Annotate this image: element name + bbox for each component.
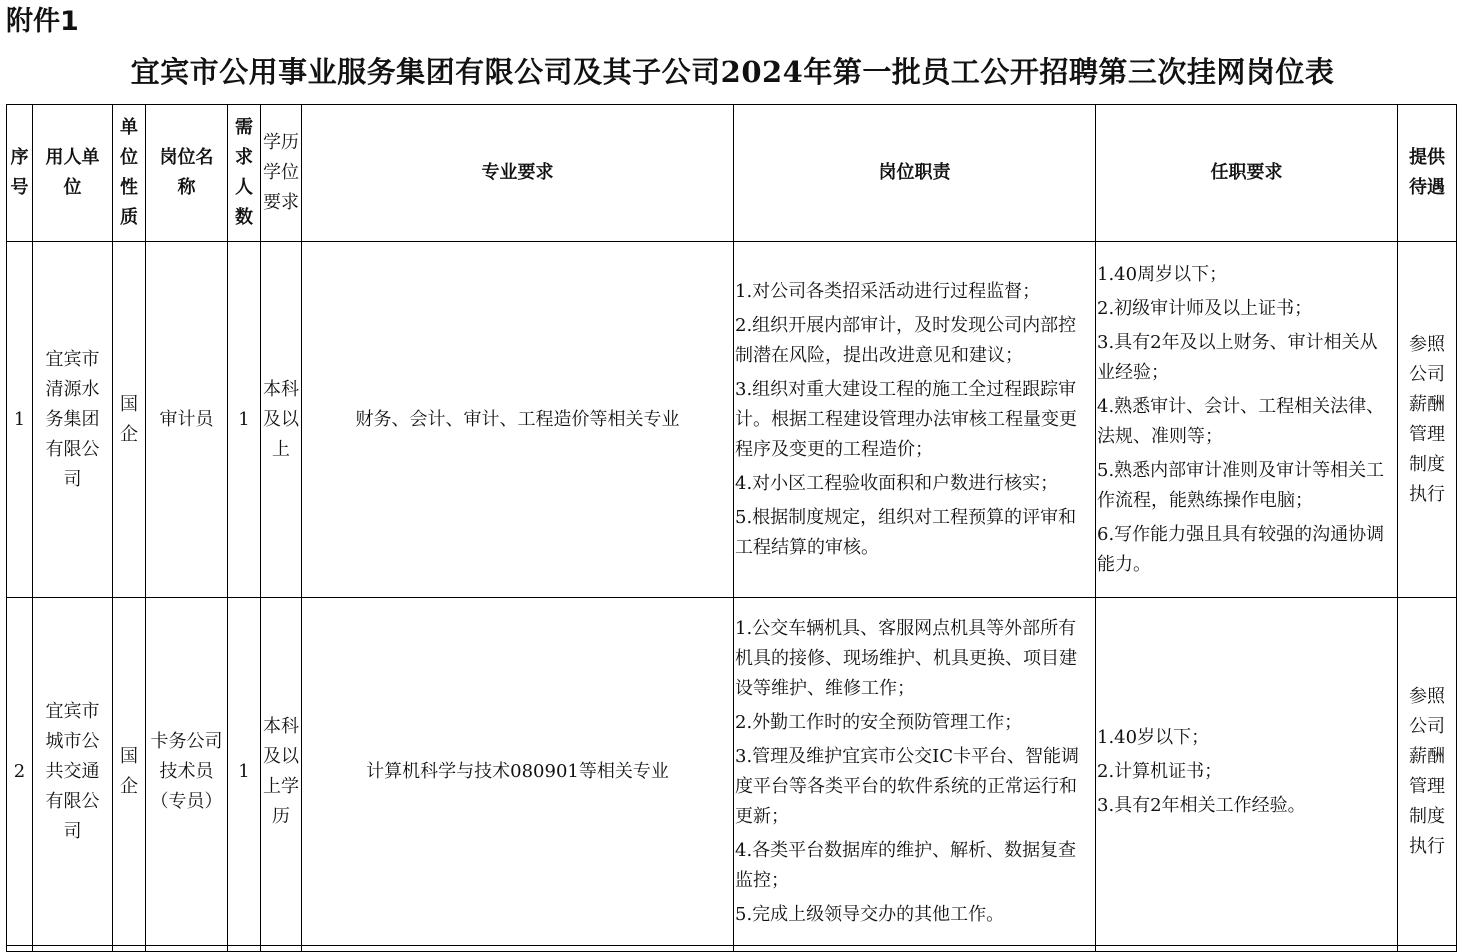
cell-headcount: 1 [228, 242, 261, 598]
duty-item: 4.对小区工程验收面积和户数进行核实； [735, 472, 1059, 494]
cell-index: 2 [7, 598, 33, 946]
cell-position: 审计员 [146, 242, 228, 598]
cell-employer: 宜宾市清源水务集团有限公司 [33, 242, 113, 598]
cell-requirements [1096, 242, 1398, 598]
cell-employer: 宜宾市城市公共交通有限公司 [33, 598, 113, 946]
header-benefits: 提供待遇 [1398, 105, 1457, 242]
cell-position: 卡务公司技术员（专员） [146, 598, 228, 946]
duty-item: 5.完成上级领导交办的其他工作。 [735, 903, 1005, 925]
duty-item: 3.管理及维护宜宾市公交IC卡平台、智能调度平台等各类平台的软件系统的正常运行和更新； [735, 745, 1080, 827]
cell-duties [734, 242, 1096, 598]
requirement-item: 2.初级审计师及以上证书； [1097, 297, 1313, 319]
cell-education: 本科及以上 [261, 242, 302, 598]
header-education: 学历学位要求 [261, 105, 302, 242]
requirement-item: 2.计算机证书； [1097, 760, 1223, 782]
duty-item: 3.组织对重大建设工程的施工全过程跟踪审计。根据工程建设管理办法审核工程量变更程序及变更的工程造价； [735, 378, 1077, 460]
header-major: 专业要求 [302, 105, 734, 242]
cell-duties [734, 598, 1096, 946]
header-employer: 用人单位 [33, 105, 113, 242]
duty-item: 2.外勤工作时的安全预防管理工作； [735, 711, 1023, 733]
cell-major: 计算机科学与技术080901等相关专业 [302, 598, 734, 946]
header-requirements: 任职要求 [1096, 105, 1398, 242]
requirement-item: 4.熟悉审计、会计、工程相关法律、法规、准则等； [1097, 395, 1385, 447]
header-position: 岗位名称 [146, 105, 228, 242]
table-row [7, 598, 1457, 946]
header-headcount: 需求人数 [228, 105, 261, 242]
requirement-item: 1.40周岁以下； [1097, 263, 1228, 285]
requirement-item: 5.熟悉内部审计准则及审计等相关工作流程，能熟练操作电脑； [1097, 459, 1385, 511]
cell-major: 财务、会计、审计、工程造价等相关专业 [302, 242, 734, 598]
requirement-item: 3.具有2年及以上财务、审计相关从业经验； [1097, 331, 1378, 383]
duty-item: 1.对公司各类招采活动进行过程监督； [735, 280, 1041, 302]
duty-item: 1.公交车辆机具、客服网点机具等外部所有机具的接修、现场维护、机具更换、项目建设等维护、维修工作； [735, 617, 1077, 699]
annex-label: 附件1 [6, 6, 79, 37]
header-duties: 岗位职责 [734, 105, 1096, 242]
requirement-item: 6.写作能力强且具有较强的沟通协调能力。 [1097, 523, 1385, 575]
duty-item: 5.根据制度规定，组织对工程预算的评审和工程结算的审核。 [735, 506, 1077, 558]
requirement-item: 1.40岁以下； [1097, 726, 1210, 748]
cell-benefits: 参照公司薪酬管理制度执行 [1398, 242, 1457, 598]
cell-education: 本科及以上学历 [261, 598, 302, 946]
job-posting-table [6, 104, 1457, 952]
cell-headcount: 1 [228, 598, 261, 946]
table-row [7, 242, 1457, 598]
document-title: 宜宾市公用事业服务集团有限公司及其子公司2024年第一批员工公开招聘第三次挂网岗位表 [130, 55, 1335, 89]
duty-item: 2.组织开展内部审计，及时发现公司内部控制潜在风险，提出改进意见和建议； [735, 314, 1077, 366]
cell-benefits: 参照公司薪酬管理制度执行 [1398, 598, 1457, 946]
duty-item: 4.各类平台数据库的维护、解析、数据复查监控； [735, 839, 1077, 891]
table-header-row [7, 105, 1457, 242]
requirement-item: 3.具有2年相关工作经验。 [1097, 794, 1306, 816]
cell-unit-nature: 国企 [113, 598, 146, 946]
header-unit-nature: 单位性质 [113, 105, 146, 242]
table-row-partial [7, 946, 1457, 952]
cell-index: 1 [7, 242, 33, 598]
cell-unit-nature: 国企 [113, 242, 146, 598]
header-index: 序号 [7, 105, 33, 242]
cell-requirements [1096, 598, 1398, 946]
